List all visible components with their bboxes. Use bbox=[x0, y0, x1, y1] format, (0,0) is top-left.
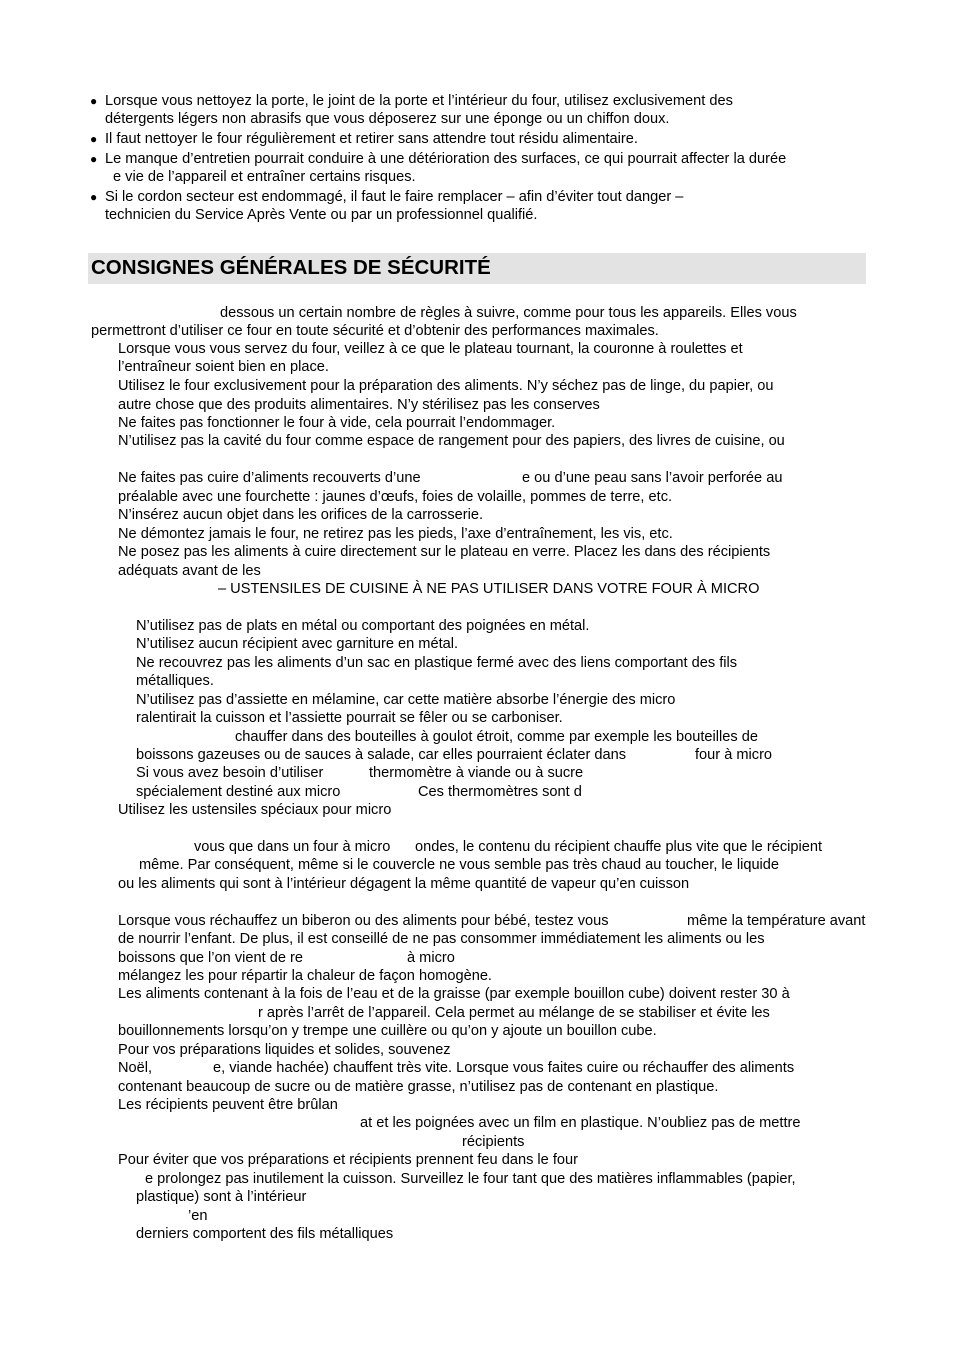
text-line: Pour éviter que vos préparations et récipients prennent feu dans le four bbox=[118, 1152, 578, 1168]
text-line: N’insérez aucun objet dans les orifices de la carrosserie. bbox=[118, 507, 484, 523]
text-line: N’utilisez pas de plats en métal ou comportant des poignées en métal. bbox=[136, 618, 590, 634]
text-line: e vie de l’appareil et entraîner certains risques. bbox=[113, 169, 416, 185]
text-line: de nourrir l’enfant. De plus, il est conseillé de ne pas consommer immédiatement les aliments ou les bbox=[118, 931, 765, 947]
text-line: boissons que l’on vient de re bbox=[118, 950, 303, 966]
text-line: Ces thermomètres sont d bbox=[418, 784, 582, 800]
text-line: ’en bbox=[188, 1208, 208, 1224]
text-line: Pour vos préparations liquides et solides, souvenez bbox=[118, 1042, 451, 1058]
section-title: CONSIGNES GÉNÉRALES DE SÉCURITÉ bbox=[91, 256, 491, 279]
text-line: Utilisez les ustensiles spéciaux pour micro bbox=[118, 802, 392, 818]
text-line: Lorsque vous vous servez du four, veillez à ce que le plateau tournant, la couronne à roulettes et bbox=[118, 341, 743, 357]
text-line: Le manque d’entretien pourrait conduire à une détérioration des surfaces, ce qui pourrait affecter la durée bbox=[105, 151, 787, 167]
text-line: à micro bbox=[407, 950, 455, 966]
text-line: Les récipients peuvent être brûlan bbox=[118, 1097, 338, 1113]
text-line: autre chose que des produits alimentaires. N’y stérilisez pas les conserves bbox=[118, 397, 600, 413]
text-line: Lorsque vous réchauffez un biberon ou des aliments pour bébé, testez vous bbox=[118, 913, 609, 929]
text-line: derniers comportent des fils métalliques bbox=[136, 1226, 394, 1242]
text-line: technicien du Service Après Vente ou par un professionnel qualifié. bbox=[105, 207, 538, 223]
text-line: at et les poignées avec un film en plastique. N’oubliez pas de mettre bbox=[360, 1115, 801, 1131]
text-line: ou les aliments qui sont à l’intérieur dégagent la même quantité de vapeur qu’en cuisson bbox=[118, 876, 690, 892]
text-line: – USTENSILES DE CUISINE À NE PAS UTILISER DANS VOTRE FOUR À MICRO bbox=[218, 581, 760, 597]
text-line: N’utilisez aucun récipient avec garniture en métal. bbox=[136, 636, 459, 652]
text-line: e prolongez pas inutilement la cuisson. Surveillez le four tant que des matières inflammables (papier, bbox=[145, 1171, 796, 1187]
text-line: boissons gazeuses ou de sauces à salade, car elles pourraient éclater dans bbox=[136, 747, 627, 763]
text-line: N’utilisez pas d’assiette en mélamine, car cette matière absorbe l’énergie des micro bbox=[136, 692, 676, 708]
text-line: Ne recouvrez pas les aliments d’un sac en plastique fermé avec des liens comportant des fils bbox=[136, 655, 738, 671]
text-line: e, viande hachée) chauffent très vite. Lorsque vous faites cuire ou réchauffer des aliments bbox=[213, 1060, 795, 1076]
bullet-icon: ● bbox=[90, 94, 98, 108]
text-line: permettront d’utiliser ce four en toute sécurité et d’obtenir des performances maximales. bbox=[91, 323, 659, 339]
text-line: four à micro bbox=[695, 747, 773, 763]
text-line: métalliques. bbox=[136, 673, 214, 689]
text-line: Si le cordon secteur est endommagé, il faut le faire remplacer – afin d’éviter tout danger – bbox=[105, 189, 684, 205]
text-line: Si vous avez besoin d’utiliser bbox=[136, 765, 324, 781]
text-line: détergents légers non abrasifs que vous déposerez sur une éponge ou un chiffon doux. bbox=[105, 111, 670, 127]
text-line: Lorsque vous nettoyez la porte, le joint de la porte et l’intérieur du four, utilisez exclusivement des bbox=[105, 93, 733, 109]
text-line: ondes, le contenu du récipient chauffe plus vite que le récipient bbox=[415, 839, 823, 855]
text-line: Les aliments contenant à la fois de l’eau et de la graisse (par exemple bouillon cube) doivent rester 30 à bbox=[118, 986, 790, 1002]
text-line: dessous un certain nombre de règles à suivre, comme pour tous les appareils. Elles vous bbox=[220, 305, 797, 321]
text-line: chauffer dans des bouteilles à goulot étroit, comme par exemple les bouteilles de bbox=[235, 729, 758, 745]
text-line: même. Par conséquent, même si le couvercle ne vous semble pas très chaud au toucher, le liquide bbox=[139, 857, 780, 873]
text-line: Utilisez le four exclusivement pour la préparation des aliments. N’y séchez pas de linge, du papier, ou bbox=[118, 378, 774, 394]
text-line: e ou d’une peau sans l’avoir perforée au bbox=[522, 470, 783, 486]
text-line: mélangez les pour répartir la chaleur de façon homogène. bbox=[118, 968, 492, 984]
text-line: r après l’arrêt de l’appareil. Cela permet au mélange de se stabiliser et évite les bbox=[258, 1005, 770, 1021]
text-line: spécialement destiné aux micro bbox=[136, 784, 341, 800]
bullet-icon: ● bbox=[90, 190, 98, 204]
text-line: contenant beaucoup de sucre ou de matière grasse, n’utilisez pas de contenant en plastique. bbox=[118, 1079, 719, 1095]
bullet-icon: ● bbox=[90, 132, 98, 146]
text-line: récipients bbox=[462, 1134, 525, 1150]
text-line: thermomètre à viande ou à sucre bbox=[369, 765, 584, 781]
text-line: même la température avant bbox=[687, 913, 866, 929]
text-line: bouillonnements lorsqu’on y trempe une cuillère ou qu’on y ajoute un bouillon cube. bbox=[118, 1023, 657, 1039]
text-line: l’entraîneur soient bien en place. bbox=[118, 359, 329, 375]
text-line: Ne faites pas fonctionner le four à vide, cela pourrait l’endommager. bbox=[118, 415, 556, 431]
text-line: vous que dans un four à micro bbox=[194, 839, 391, 855]
text-line: Ne démontez jamais le four, ne retirez pas les pieds, l’axe d’entraînement, les vis, etc. bbox=[118, 526, 673, 542]
text-line: Ne posez pas les aliments à cuire directement sur le plateau en verre. Placez les dans des récipients bbox=[118, 544, 771, 560]
text-line: préalable avec une fourchette : jaunes d’œufs, foies de volaille, pommes de terre, etc. bbox=[118, 489, 673, 505]
text-line: adéquats avant de les bbox=[118, 563, 261, 579]
section-header bbox=[88, 253, 866, 284]
text-line: plastique) sont à l’intérieur bbox=[136, 1189, 307, 1205]
bullet-icon: ● bbox=[90, 152, 98, 166]
text-line: N’utilisez pas la cavité du four comme espace de rangement pour des papiers, des livres de cuisine, ou bbox=[118, 433, 785, 449]
text-line: Noël, bbox=[118, 1060, 153, 1076]
text-line: Il faut nettoyer le four régulièrement et retirer sans attendre tout résidu alimentaire. bbox=[105, 131, 638, 147]
text-line: Ne faites pas cuire d’aliments recouverts d’une bbox=[118, 470, 421, 486]
text-line: ralentirait la cuisson et l’assiette pourrait se fêler ou se carboniser. bbox=[136, 710, 563, 726]
